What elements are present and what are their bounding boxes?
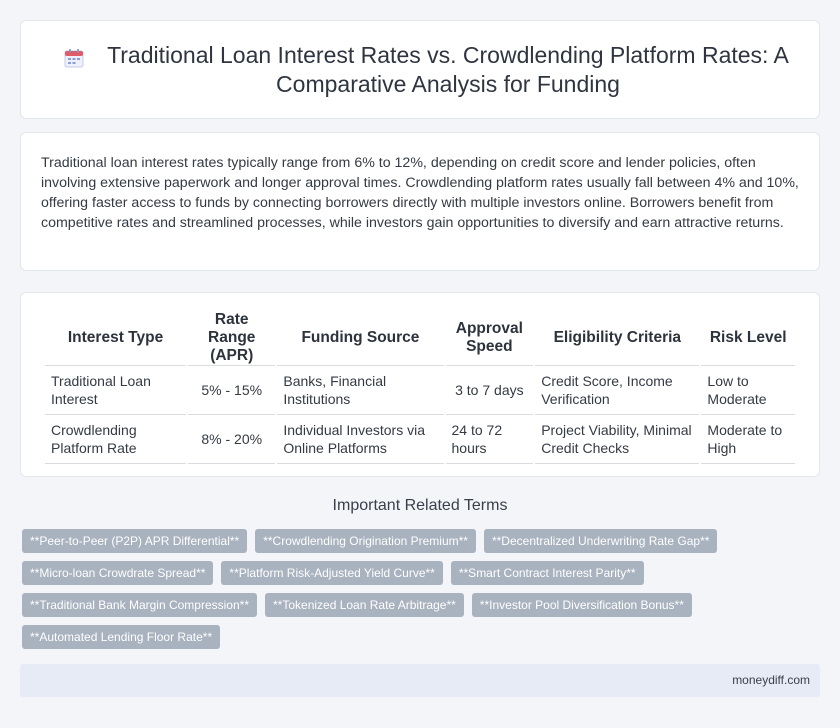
comparison-table (43, 311, 797, 464)
header-risk-level: Risk Level (701, 311, 795, 366)
term-tag[interactable]: **Platform Risk-Adjusted Yield Curve** (221, 561, 442, 585)
footer-site-link[interactable]: moneydiff.com (732, 673, 810, 687)
page-title: Traditional Loan Interest Rates vs. Crowdlending Platform Rates: A Comparative Analysis for Funding (107, 41, 789, 97)
table-row (45, 415, 795, 464)
term-tag[interactable]: **Peer-to-Peer (P2P) APR Differential** (22, 529, 247, 553)
cell-risk-level: Moderate to High (701, 415, 795, 464)
term-tag[interactable]: **Traditional Bank Margin Compression** (22, 593, 257, 617)
term-tag[interactable]: **Smart Contract Interest Parity** (451, 561, 644, 585)
header-interest-type: Interest Type (45, 311, 186, 366)
summary-text: Traditional loan interest rates typically range from 6% to 12%, depending on credit score and lender policies, often involving extensive paperwork and longer approval times. Crowdlending platform rates usually fall between 4% and 10%, offering faster access to funds by connecting borrowers directly with multiple investors online. Borrowers benefit from competitive rates and streamlined processes, while investors gain opportunities to diversify and earn attractive returns. (41, 155, 799, 231)
cell-interest-type: Crowdlending Platform Rate (45, 415, 186, 464)
table-header-row (45, 311, 795, 366)
cell-funding-source: Banks, Financial Institutions (277, 366, 443, 415)
related-terms-list (22, 529, 822, 649)
table-row (45, 366, 795, 415)
term-tag[interactable]: **Micro-loan Crowdrate Spread** (22, 561, 213, 585)
footer (20, 664, 820, 697)
header-approval-speed: Approval Speed (446, 311, 534, 366)
calendar-icon (63, 47, 85, 69)
cell-funding-source: Individual Investors via Online Platforms (277, 415, 443, 464)
title-wrap (39, 41, 801, 99)
term-tag[interactable]: **Tokenized Loan Rate Arbitrage** (265, 593, 464, 617)
comparison-table-card (20, 292, 820, 477)
summary-card (20, 132, 820, 271)
header-eligibility-criteria: Eligibility Criteria (535, 311, 699, 366)
title-card (20, 20, 820, 119)
cell-eligibility-criteria: Credit Score, Income Verification (535, 366, 699, 415)
cell-approval-speed: 24 to 72 hours (446, 415, 534, 464)
cell-eligibility-criteria: Project Viability, Minimal Credit Checks (535, 415, 699, 464)
term-tag[interactable]: **Decentralized Underwriting Rate Gap** (484, 529, 717, 553)
cell-approval-speed: 3 to 7 days (446, 366, 534, 415)
term-tag[interactable]: **Crowdlending Origination Premium** (255, 529, 476, 553)
cell-rate-range: 5% - 15% (188, 366, 275, 415)
cell-interest-type: Traditional Loan Interest (45, 366, 186, 415)
term-tag[interactable]: **Automated Lending Floor Rate** (22, 625, 220, 649)
header-rate-range: Rate Range (APR) (188, 311, 275, 366)
header-funding-source: Funding Source (277, 311, 443, 366)
related-terms-title: Important Related Terms (332, 497, 508, 514)
cell-risk-level: Low to Moderate (701, 366, 795, 415)
cell-rate-range: 8% - 20% (188, 415, 275, 464)
term-tag[interactable]: **Investor Pool Diversification Bonus** (472, 593, 692, 617)
